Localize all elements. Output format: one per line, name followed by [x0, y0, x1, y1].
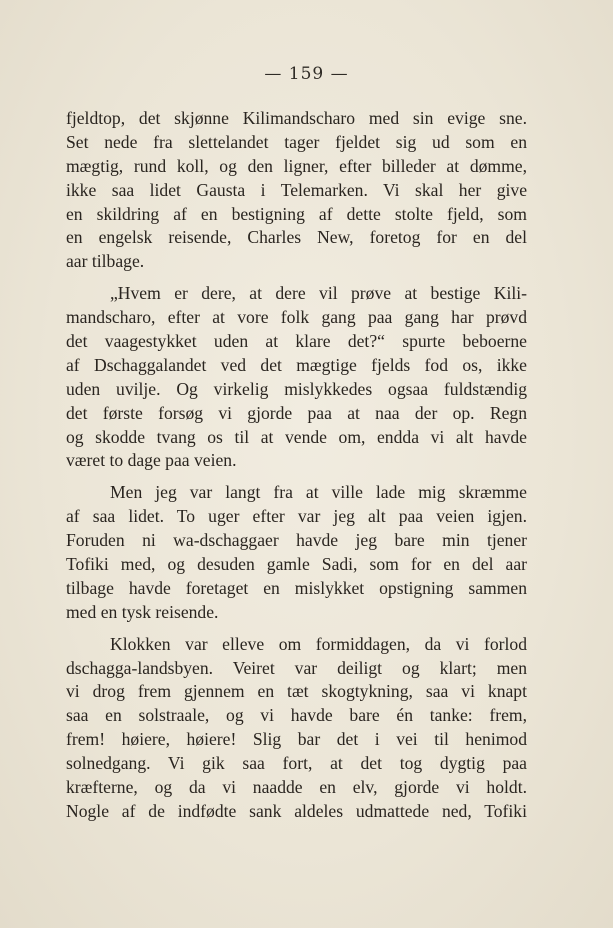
- paragraph: [66, 481, 527, 624]
- paragraph: [66, 282, 527, 473]
- text-line: Nogle af de indfødte sank aldeles udmattede ned, Tofiki: [66, 800, 527, 821]
- text-line: fjeldtop, det skjønne Kilimandscharo med sin evige sne.: [66, 108, 527, 128]
- body-text: [66, 107, 527, 824]
- text-line: frem! høiere, høiere! Slig bar det i vei til henimod: [66, 729, 527, 750]
- text-line: af Dschaggalandet ved det mægtige fjelds fod os, ikke: [66, 354, 527, 375]
- text-line: det vaagestykket uden at klare det?“ spurte beboerne: [66, 331, 527, 352]
- text-line: uden uvilje. Og virkelig mislykkedes ogsaa fuldstændig: [66, 378, 527, 399]
- text-line: af saa lidet. To uger efter var jeg alt paa veien igjen.: [66, 506, 527, 527]
- text-line: dschagga-landsbyen. Veiret var deiligt og klart; men: [66, 657, 527, 678]
- text-line: solnedgang. Vi gik saa fort, at det tog dygtig paa: [66, 753, 527, 774]
- text-line: Foruden ni wa-dschaggaer havde jeg bare min tjener: [66, 530, 527, 551]
- text-line: en skildring af en bestigning af dette stolte fjeld, som: [66, 203, 527, 224]
- paragraph-gap: [66, 473, 527, 481]
- text-line: og skodde tvang os til at vende om, endda vi alt havde: [66, 426, 527, 447]
- text-line: ikke saa lidet Gausta i Telemarken. Vi skal her give: [66, 179, 527, 200]
- text-line: aar tilbage.: [66, 251, 145, 272]
- text-line: kræfterne, og da vi naadde en elv, gjorde vi holdt.: [66, 777, 527, 798]
- text-line: det første forsøg vi gjorde paa at naa der op. Regn: [66, 402, 527, 423]
- text-line: Set nede fra slettelandet tager fjeldet sig ud som en: [66, 131, 527, 152]
- paragraph-gap: [66, 625, 527, 633]
- paragraph: [66, 107, 527, 274]
- text-line: tilbage havde foretaget en mislykket opstigning sammen: [66, 577, 527, 598]
- text-line: Tofiki med, og desuden gamle Sadi, som for en del aar: [66, 554, 527, 575]
- page-number: — 159 —: [264, 64, 349, 84]
- text-line: mandscharo, efter at vore folk gang paa gang har prøvd: [66, 307, 527, 328]
- text-line: Klokken var elleve om formiddagen, da vi forlod: [110, 633, 527, 654]
- paragraph-gap: [66, 274, 527, 282]
- text-line: vi drog frem gjennem en tæt skogtykning, saa vi knapt: [66, 681, 527, 702]
- text-line: saa en solstraale, og vi havde bare én tanke: frem,: [66, 705, 527, 726]
- text-line: med en tysk reisende.: [66, 601, 219, 622]
- text-line: Men jeg var langt fra at ville lade mig skræmme: [110, 482, 527, 503]
- text-line: en engelsk reisende, Charles New, foretog for en del: [66, 227, 527, 248]
- text-line: mægtig, rund koll, og den ligner, efter billeder at dømme,: [66, 155, 527, 176]
- paragraph: [66, 633, 527, 824]
- text-line: været to dage paa veien.: [66, 450, 237, 471]
- text-line: „Hvem er dere, at dere vil prøve at bestige Kili-: [110, 283, 527, 304]
